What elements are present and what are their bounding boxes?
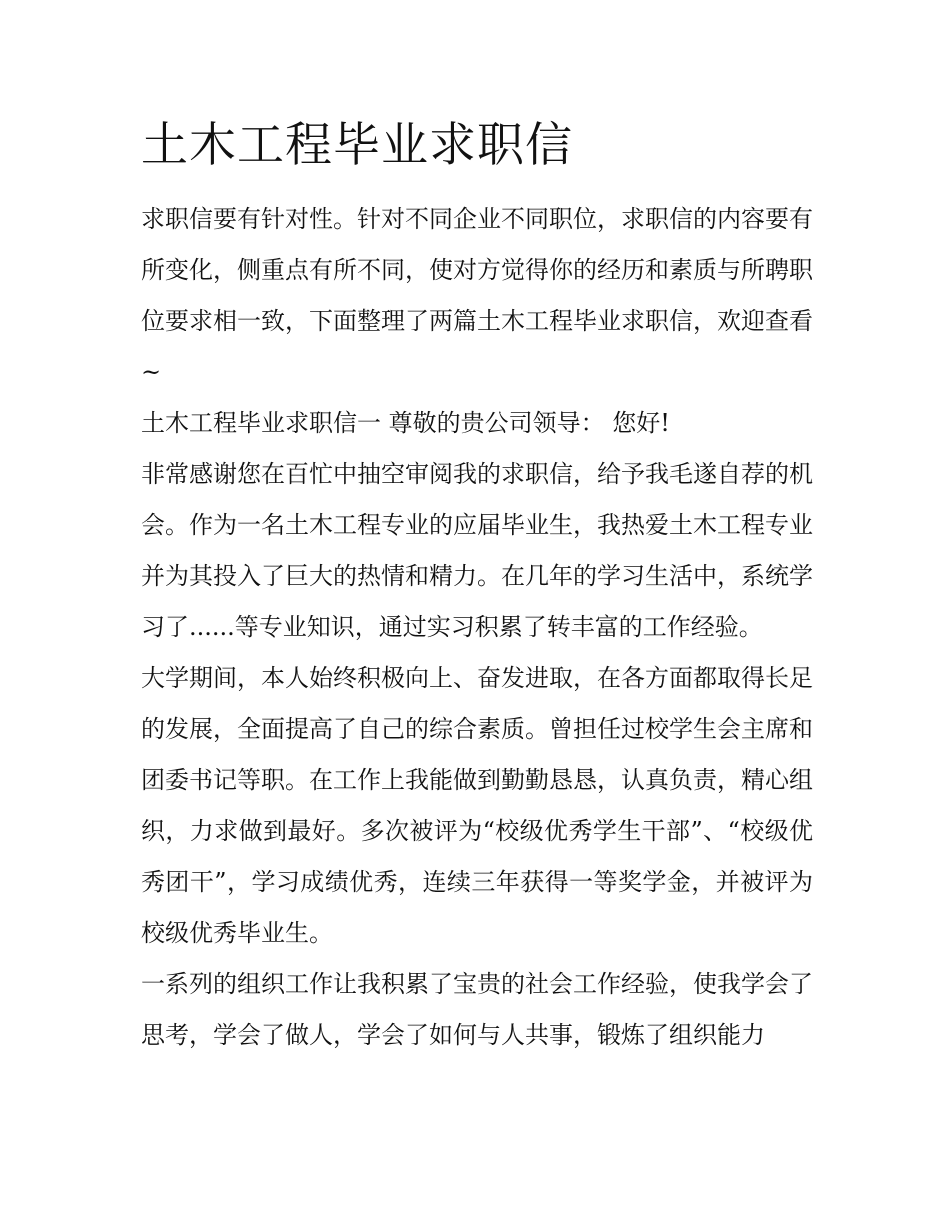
document-body <box>141 112 813 1061</box>
letter-heading-paragraph: 土木工程毕业求职信一 尊敬的贵公司领导： 您好! <box>141 409 670 437</box>
intro-paragraph: 求职信要有针对性。针对不同企业不同职位，求职信的内容要有所变化，侧重点有所不同，使对方觉得你的经历和素质与所聘职位要求相一致，下面整理了两篇土木工程毕业求职信，欢迎查看~ <box>141 205 813 386</box>
body-paragraph-2: 大学期间，本人始终积极向上、奋发进取，在各方面都取得长足的发展，全面提高了自己的综合素质。曾担任过校学生会主席和团委书记等职。在工作上我能做到勤勤恳恳，认真负责，精心组织，力求做到最好。多次被评为“校级优秀学生干部”、“校级优秀团干”，学习成绩优秀，连续三年获得一等奖学金，并被评为校级优秀毕业生。 <box>141 664 813 947</box>
body-paragraph-3: 一系列的组织工作让我积累了宝贵的社会工作经验，使我学会了思考，学会了做人，学会了如何与人共事，锻炼了组织能力 <box>141 970 813 1049</box>
body-paragraph-1: 非常感谢您在百忙中抽空审阅我的求职信，给予我毛遂自荐的机会。作为一名土木工程专业的应届毕业生，我热爱土木工程专业并为其投入了巨大的热情和精力。在几年的学习生活中，系统学习了......等专业知识，通过实习积累了转丰富的工作经验。 <box>141 460 813 641</box>
document-title: 土木工程毕业求职信 <box>141 118 573 173</box>
